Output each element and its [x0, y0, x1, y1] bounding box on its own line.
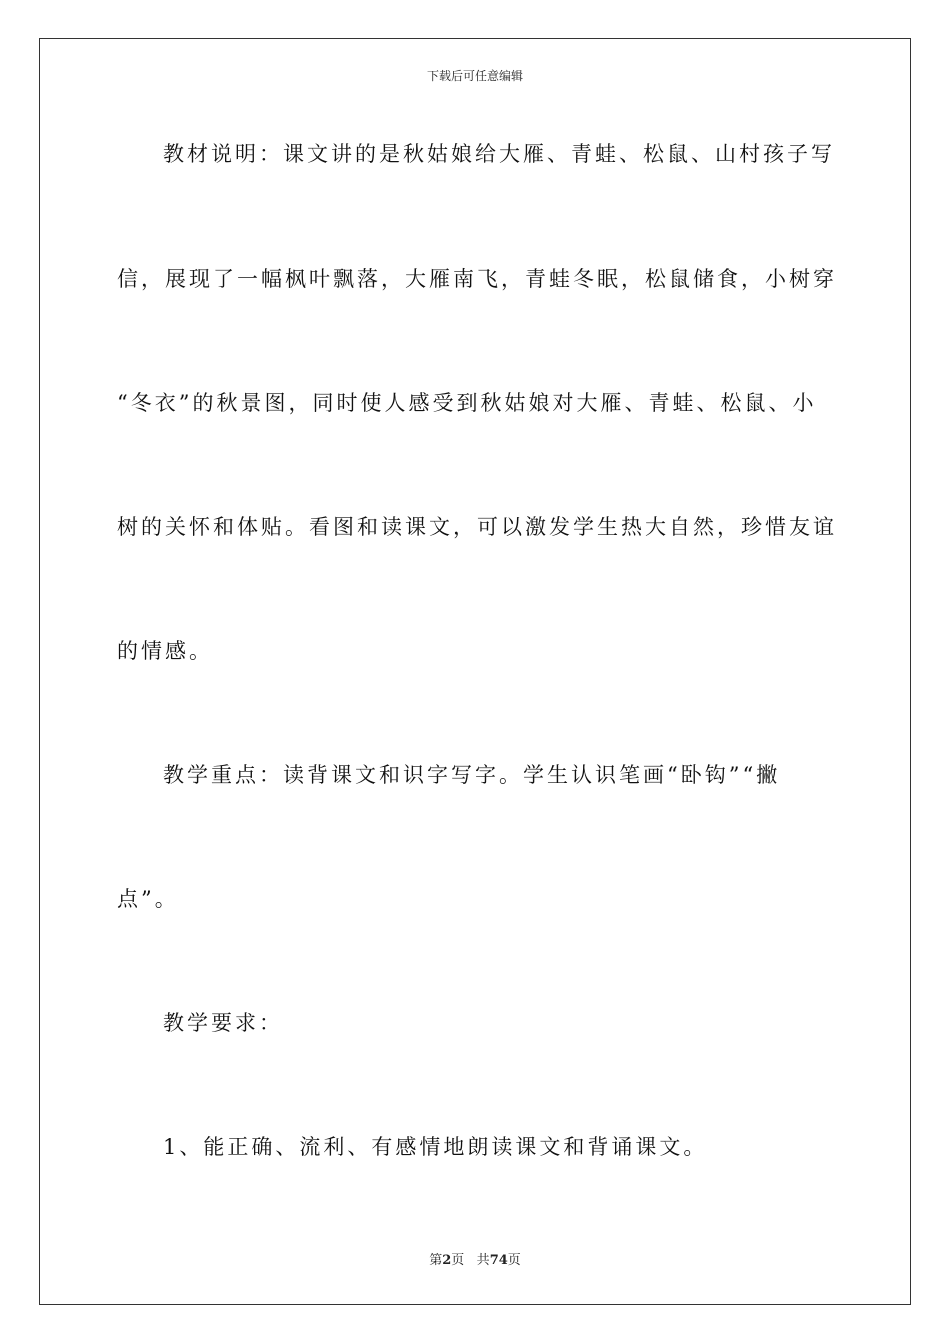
- paragraph-line: “冬衣”的秋景图，同时使人感受到秋姑娘对大雁、青蛙、松鼠、小: [117, 391, 817, 415]
- page-total: 74: [489, 1253, 508, 1268]
- page-footer: [0, 1249, 950, 1268]
- paragraph-line: 树的关怀和体贴。看图和读课文，可以激发学生热大自然，珍惜友谊: [117, 515, 837, 539]
- page-suffix: 页: [451, 1253, 465, 1268]
- list-item: 1、能正确、流利、有感情地朗读课文和背诵课文。: [163, 1135, 708, 1159]
- page-prefix: 第: [429, 1253, 443, 1268]
- section-heading: 教学要求：: [163, 1011, 283, 1035]
- total-prefix: 共: [476, 1253, 490, 1268]
- page-border: [39, 38, 911, 1305]
- paragraph-line: 的情感。: [117, 639, 213, 663]
- paragraph-line: 教学重点：读背课文和识字写字。学生认识笔画“卧钩”“撇: [163, 763, 781, 787]
- total-suffix: 页: [507, 1253, 521, 1268]
- header-note: 下载后可任意编辑: [426, 69, 523, 83]
- paragraph-line: 点”。: [117, 887, 179, 911]
- page-current: 2: [442, 1253, 452, 1268]
- paragraph-line: 教材说明：课文讲的是秋姑娘给大雁、青蛙、松鼠、山村孩子写: [163, 142, 835, 166]
- paragraph-line: 信，展现了一幅枫叶飘落，大雁南飞，青蛙冬眠，松鼠储食，小树穿: [117, 267, 837, 291]
